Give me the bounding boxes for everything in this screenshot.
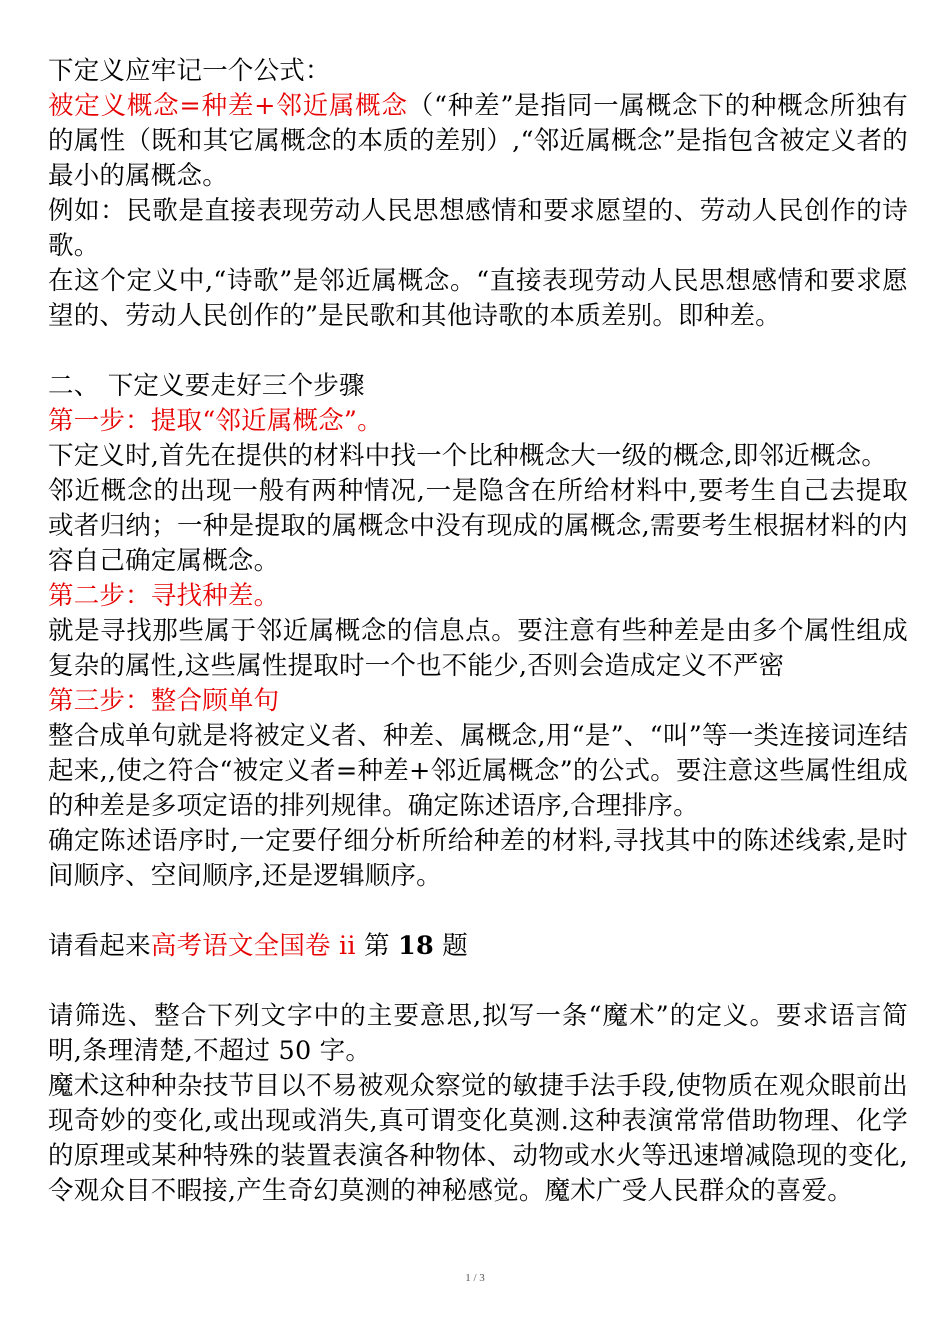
step1-title: 第一步：提取“邻近属概念”。 <box>48 406 383 436</box>
page-indicator: 1 / 3 <box>465 1272 485 1284</box>
exam-material: 魔术这种种杂技节目以不易被观众察觉的敏捷手法手段,使物质在观众眼前出现奇妙的变化,或出现或消失,真可谓变化莫测.这种表演常常借助物理、化学的原理或某种特殊的装置表演各种物体、动物或水火等迅速增减隐现的变化,令观众目不暇接,产生奇幻莫测的神秘感觉。魔术广受人民群众的喜爱。 <box>48 1071 908 1206</box>
section-heading: 二、 下定义要走好三个步骤 <box>48 371 365 401</box>
exam-number: 18 <box>398 931 434 961</box>
step2-paragraph: 就是寻找那些属于邻近属概念的信息点。要注意有些种差是由多个属性组成复杂的属性,这些属性提取时一个也不能少,否则会造成定义不严密 <box>48 616 908 681</box>
spacer <box>48 894 908 929</box>
step1-paragraph-2: 邻近概念的出现一般有两种情况,一是隐含在所给材料中,要考生自己去提取或者归纳；一种是提取的属概念中没有现成的属概念,需要考生根据材料的内容自己确定属概念。 <box>48 476 908 576</box>
exam-heading <box>48 929 908 964</box>
step3-title: 第三步：整合顾单句 <box>48 686 280 716</box>
example-explanation: 在这个定义中,“诗歌”是邻近属概念。“直接表现劳动人民思想感情和要求愿望的、劳动人民创作的”是民歌和其他诗歌的本质差别。即种差。 <box>48 266 908 331</box>
exam-lead: 请看起来 <box>48 931 151 961</box>
formula-explanation: （“种差”是指同一属概念下的种概念所独有的属性（既和其它属概念的本质的差别）,“邻近属概念”是指包含被定义者的最小的属概念。 <box>48 91 908 191</box>
spacer <box>48 334 908 369</box>
exam-suffix: 题 <box>433 931 468 961</box>
exam-lead-after: 第 <box>355 931 399 961</box>
intro-title: 下定义应牢记一个公式： <box>48 56 331 86</box>
spacer <box>48 964 908 999</box>
example-paragraph: 例如：民歌是直接表现劳动人民思想感情和要求愿望的、劳动人民创作的诗歌。 <box>48 196 908 261</box>
formula-text: 被定义概念=种差+邻近属概念 <box>48 91 408 121</box>
document-body <box>48 54 908 1209</box>
formula-paragraph <box>48 89 908 194</box>
step1-paragraph-1: 下定义时,首先在提供的材料中找一个比种概念大一级的概念,即邻近概念。 <box>48 441 888 471</box>
exam-question: 请筛选、整合下列文字中的主要意思,拟写一条“魔术”的定义。要求语言简明,条理清楚,不超过 50 字。 <box>48 1001 908 1066</box>
step3-paragraph-1: 整合成单句就是将被定义者、种差、属概念,用“是”、“叫”等一类连接词连结起来,,使之符合“被定义者=种差+邻近属概念”的公式。要注意这些属性组成的种差是多项定语的排列规律。确定陈述语序,合理排序。 <box>48 721 908 821</box>
exam-title: 高考语文全国卷 ii <box>150 931 356 961</box>
step2-title: 第二步：寻找种差。 <box>48 581 280 611</box>
step3-paragraph-2: 确定陈述语序时,一定要仔细分析所给种差的材料,寻找其中的陈述线索,是时间顺序、空间顺序,还是逻辑顺序。 <box>48 826 908 891</box>
